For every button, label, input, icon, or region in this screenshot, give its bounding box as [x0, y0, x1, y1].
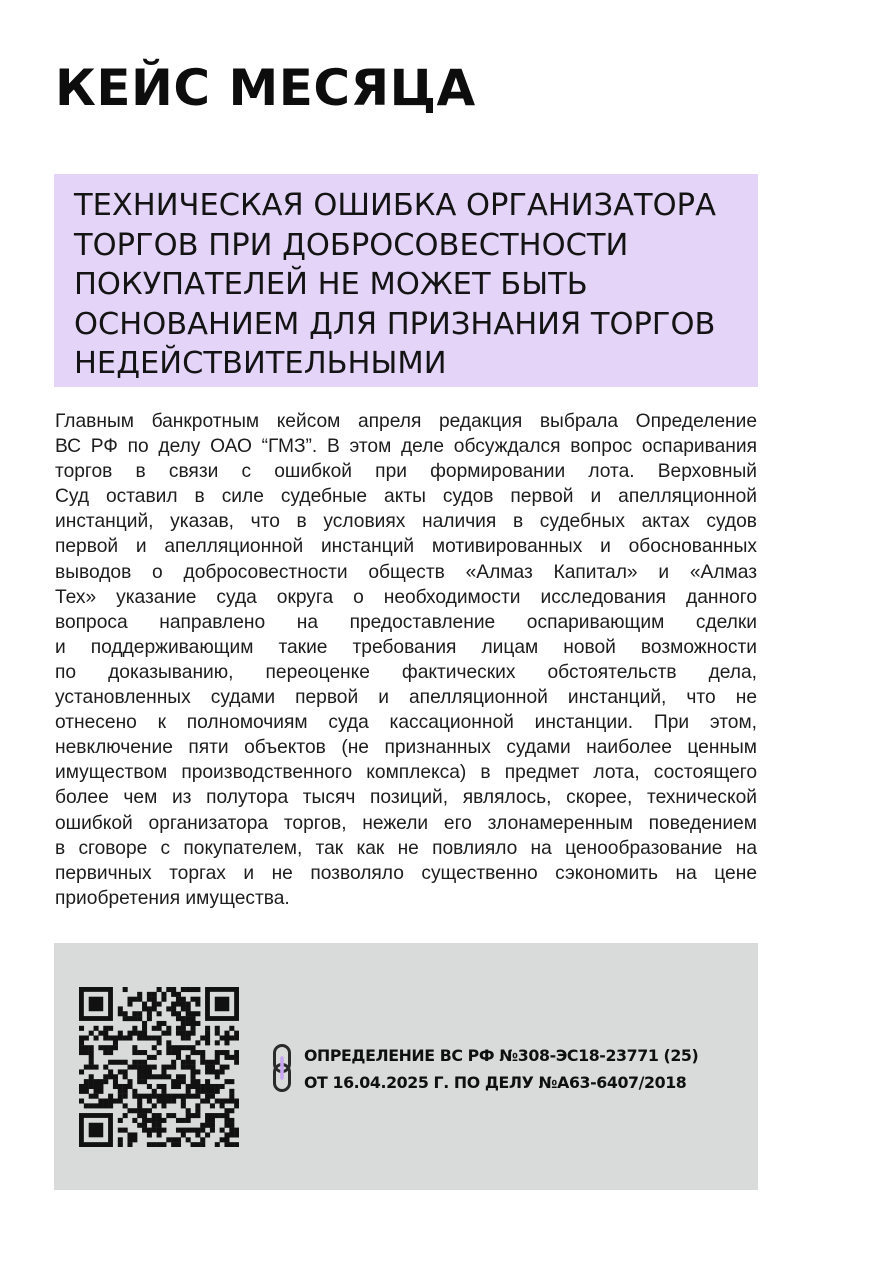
body-line: имуществом производственного комплекса) в предмет лота, состоящего: [55, 762, 757, 784]
headline-line: ОСНОВАНИЕМ ДЛЯ ПРИЗНАНИЯ ТОРГОВ: [74, 306, 716, 342]
headline-line: ПОКУПАТЕЛЕЙ НЕ МОЖЕТ БЫТЬ: [74, 267, 588, 302]
body-line: выводов о добросовестности обществ «Алмаз Капитал» и «Алмаз: [55, 561, 757, 583]
body-line: первой и апелляционной инстанций мотивированных и обоснованных: [55, 536, 757, 558]
body-line: Главным банкротным кейсом апреля редакция выбрала Определение: [55, 411, 757, 432]
headline-box: [54, 174, 758, 387]
body-text: [55, 409, 757, 911]
body-line: и поддерживающим такие требования лицам новой возможности: [55, 636, 757, 658]
body-line: по доказыванию, переоценке фактических обстоятельств дела,: [55, 661, 757, 683]
body-line: торгов в связи с ошибкой при формировании лота. Верховный: [55, 461, 757, 483]
headline-line: ТЕХНИЧЕСКАЯ ОШИБКА ОРГАНИЗАТОРА: [74, 188, 716, 223]
body-line: ВС РФ по делу ОАО “ГМЗ”. В этом деле обсуждался вопрос оспаривания: [55, 436, 757, 458]
reference-line: ОТ 16.04.2025 Г. ПО ДЕЛУ №А63-6407/2018: [304, 1073, 687, 1092]
body-line: приобретения имущества.: [55, 887, 290, 909]
body-line: более чем из полутора тысяч позиций, являлось, скорее, технической: [55, 787, 757, 809]
reference-box: [54, 943, 758, 1190]
body-line: первичных торгах и не позволяло существенно сэкономить на цене: [55, 862, 757, 884]
chain-link-icon: [272, 1043, 292, 1093]
body-line: инстанций, указав, что в условиях наличия в судебных актах судов: [55, 511, 757, 533]
body-line: Тех» указание суда округа о необходимости исследования данного: [55, 586, 757, 608]
body-line: невключение пяти объектов (не признанных судами наиболее ценным: [55, 737, 757, 759]
page-title: КЕЙС МЕСЯЦА: [55, 59, 476, 117]
headline-line: ТОРГОВ ПРИ ДОБРОСОВЕСТНОСТИ: [74, 227, 629, 263]
body-line: Суд оставил в силе судебные акты судов первой и апелляционной: [55, 486, 757, 508]
reference-line: ОПРЕДЕЛЕНИЕ ВС РФ №308-ЭС18-23771 (25): [304, 1046, 699, 1065]
body-line: отнесено к полномочиям суда кассационной инстанции. При этом,: [55, 712, 757, 734]
body-line: установленных судами первой и апелляционной инстанций, что не: [55, 687, 757, 709]
qr-code-icon[interactable]: [79, 987, 239, 1147]
reference-text[interactable]: [304, 1042, 744, 1096]
headline-line: НЕДЕЙСТВИТЕЛЬНЫМИ: [74, 346, 447, 381]
body-line: ошибкой организатора торгов, нежели его злонамеренным поведением: [55, 812, 757, 834]
body-line: вопроса направлено на предоставление оспаривающим сделки: [55, 611, 757, 633]
body-line: в сговоре с покупателем, так как не повлияло на ценообразование на: [55, 837, 757, 859]
